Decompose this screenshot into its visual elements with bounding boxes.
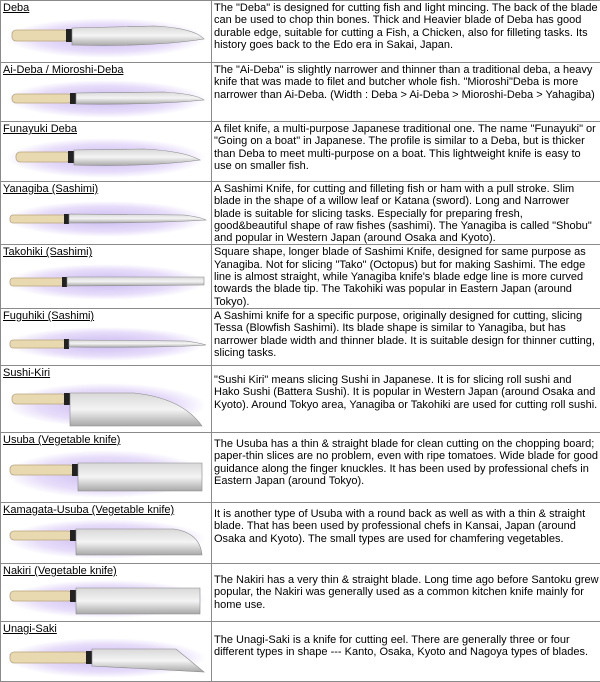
usuba-knife-icon: [4, 447, 208, 501]
knife-description-cell: [212, 432, 600, 502]
knife-description-cell: [212, 1, 600, 63]
knife-description-cell: [212, 502, 600, 563]
knife-name-link[interactable]: Yanagiba (Sashimi): [1, 182, 211, 196]
knife-image-cell: [1, 365, 212, 432]
table-row: [1, 621, 600, 681]
knife-description: It is another type of Usuba with a round back as well as with a thin & straight blade. That has been used by professional chefs in Kansai, Japan (around Osaka and Kyoto). The small types are used for chamfering vegetables.: [212, 503, 600, 545]
knife-description-cell: [212, 563, 600, 621]
knife-name-link[interactable]: Funayuki Deba: [1, 122, 211, 136]
table-row: [1, 122, 600, 182]
knife-description: The Usuba has a thin & straight blade for clean cutting on the chopping board; paper-thin slices are no problem, even with ripe tomatoes. Wide blade for good guidance along the finger knuckles. It has been used by professional chefs in Eastern Japan (around Tokyo).: [212, 433, 600, 487]
knife-name-link[interactable]: Nakiri (Vegetable knife): [1, 564, 211, 578]
knife-description-cell: [212, 245, 600, 308]
sushi-kiri-knife-icon: [4, 380, 208, 431]
fuguhiki-knife-icon: [4, 323, 208, 365]
knife-description: "Sushi Kiri" means slicing Sushi in Japanese. It is for slicing roll sushi and Hako Sushi (Battera Sushi). It is popular in Western Japan (around Osaka and Kyoto). Around Tokyo area, Yanagiba or Takohiki are used for cutting roll sushi.: [212, 366, 600, 411]
knife-image-cell: [1, 63, 212, 122]
knife-name-link[interactable]: Usuba (Vegetable knife): [1, 433, 211, 447]
deba-knife-icon: [4, 15, 208, 61]
knife-description: The "Ai-Deba" is slightly narrower and thinner than a traditional deba, a heavy knife that was made to filet and butcher whole fish. "Mioroshi"Deba is more narrower than Ai-Deba. (Width : Deba > Ai-Deba > Mioroshi-Deba > Yahagiba): [212, 63, 600, 101]
knife-image-cell: [1, 308, 212, 365]
table-row: [1, 432, 600, 502]
knife-name-link[interactable]: Deba: [1, 1, 211, 15]
knife-image-cell: [1, 1, 212, 63]
funayuki-knife-icon: [4, 136, 208, 181]
takohiki-knife-icon: [4, 259, 208, 306]
nakiri-knife-icon: [4, 578, 208, 620]
knife-image-cell: [1, 245, 212, 308]
knife-image-cell: [1, 621, 212, 681]
knife-description-cell: [212, 182, 600, 245]
table-row: [1, 245, 600, 308]
knife-description: A Sashimi Knife, for cutting and filleting fish or ham with a pull stroke. Slim blade in the shape of a willow leaf or Katana (sword). Long and Narrower blade is suitable for slicing tasks. Especially for preparing fresh, good&beautiful shape of raw fishes (sashimi). The Yanagiba is called "Shobu" and popular in Western Japan (around Osaka and Kyoto).: [212, 182, 600, 244]
table-row: [1, 182, 600, 245]
knife-description: The Unagi-Saki is a knife for cutting eel. There are generally three or four different types in shape --- Kanto, Osaka, Kyoto and Nagoya types of blades.: [212, 622, 600, 659]
knife-description: The Nakiri has a very thin & straight blade. Long time ago before Santoku grew popular, the Nakiri was generally used as a common kitchen knife mainly for home use.: [212, 564, 600, 611]
knife-description: A Sashimi knife for a specific purpose, originally designed for cutting, slicing Tessa (Blowfish Sashimi). Its blade shape is similar to Yanagiba, but has narrower blade width and thinner blade. It is suitable design for thinner cutting, slicing tasks.: [212, 309, 600, 359]
unagi-saki-knife-icon: [4, 636, 208, 680]
knife-image-cell: [1, 563, 212, 621]
knife-description-cell: [212, 122, 600, 182]
knife-name-link[interactable]: Takohiki (Sashimi): [1, 245, 211, 259]
kamagata-usuba-knife-icon: [4, 517, 208, 562]
knife-image-cell: [1, 182, 212, 245]
knife-image-cell: [1, 432, 212, 502]
table-row: [1, 563, 600, 621]
knife-description-cell: [212, 308, 600, 365]
knife-description-cell: [212, 365, 600, 432]
table-row: [1, 308, 600, 365]
table-row: [1, 1, 600, 63]
yanagiba-knife-icon: [4, 196, 208, 242]
knife-description: The "Deba" is designed for cutting fish and light mincing. The back of the blade can be used to chop thin bones. Thick and Heavier blade of Deba has good durable edge, suitable for cutting a Fish, a Chicken, also for filleting tasks. Its history goes back to the Edo era in Sakai, Japan.: [212, 1, 600, 51]
knife-description-cell: [212, 621, 600, 681]
knife-image-cell: [1, 122, 212, 182]
knife-description: Square shape, longer blade of Sashimi Knife, designed for same purpose as Yanagiba. Not for slicing "Tako" (Octopus) but for making Sashimi. The edge line is almost straight, while Yanagiba knife's blade edge line is more curved towards the blade tip. The Takohiki was popular in Eastern Japan (around Tokyo).: [212, 245, 600, 307]
knife-image-cell: [1, 502, 212, 563]
knife-name-link[interactable]: Kamagata-Usuba (Vegetable knife): [1, 503, 211, 517]
table-row: [1, 502, 600, 563]
knife-name-link[interactable]: Sushi-Kiri: [1, 366, 211, 380]
knife-name-link[interactable]: Ai-Deba / Mioroshi-Deba: [1, 63, 211, 77]
table-row: [1, 365, 600, 432]
knife-description: A filet knife, a multi-purpose Japanese traditional one. The name "Funayuki" or "Going on a boat" in Japanese. The profile is similar to a Deba, but is thicker than Deba to meet multi-purpose on a boat. This lightweight knife is easy to use on smaller fish.: [212, 122, 600, 172]
ai-deba-knife-icon: [4, 77, 208, 121]
knife-description-cell: [212, 63, 600, 122]
knife-name-link[interactable]: Unagi-Saki: [1, 622, 211, 636]
table-row: [1, 63, 600, 122]
knife-name-link[interactable]: Fuguhiki (Sashimi): [1, 309, 211, 323]
